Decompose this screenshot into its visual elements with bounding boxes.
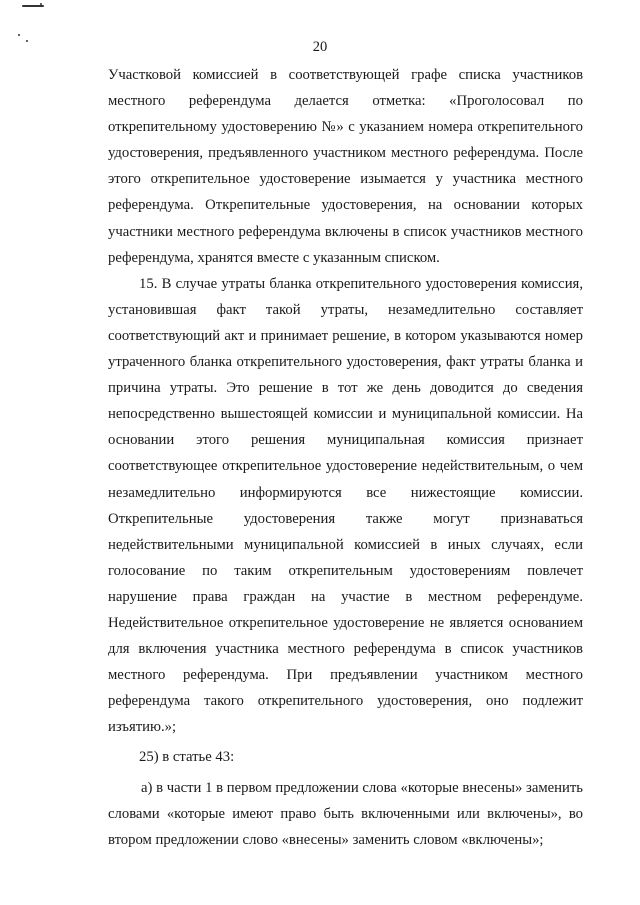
paragraph-item-25: 25) в статье 43: (139, 749, 235, 766)
document-body (108, 62, 583, 853)
scan-artifact (22, 5, 44, 7)
scan-artifact (40, 3, 42, 5)
scan-artifact (18, 34, 20, 36)
paragraph-voting-mark: Участковой комиссией в соответствующей графе списка участников местного референдума делается отметка: «Проголосовал по открепительному удостоверению №» с указанием номера открепительного удостоверения, предъявленного участником местного референдума. После этого открепительное удостоверение изымается у участника местного референдума. Открепительные удостоверения, на основании которых участники местного референдума включены в список участников местного референдума, хранятся вместе с указанным списком. (108, 67, 583, 266)
paragraph-subitem-a: а) в части 1 в первом предложении слова «которые внесены» заменить словами «которые имеют право быть включенными или включены», во втором предложении слово «внесены» заменить словом «включены»; (108, 779, 583, 848)
page-number: 20 (312, 39, 328, 55)
paragraph-item-15: 15. В случае утраты бланка открепительного удостоверения комиссия, установившая факт такой утраты, незамедлительно составляет соответствующий акт и принимает решение, в котором указываются номер утраченного бланка открепительного удостоверения, факт утраты бланка и причина утраты. Это решение в тот же день доводится до сведения непосредственно вышестоящей комиссии и муниципальной комиссии. На основании этого решения муниципальная комиссия признает соответствующее открепительное удостоверение недействительным, о чем незамедлительно информируются все нижестоящие комиссии. Открепительные удостоверения также могут признаваться недействительными муниципальной комиссией в иных случаях, если голосование по таким открепительным удостоверениям повлечет нарушение права граждан на участие в местном референдуме. Недействительное открепительное удостоверение не является основанием для включения участника местного референдума в список участников местного референдума. При предъявлении участником местного референдума такого открепительного удостоверения, оно подлежит изъятию.»; (108, 275, 583, 736)
